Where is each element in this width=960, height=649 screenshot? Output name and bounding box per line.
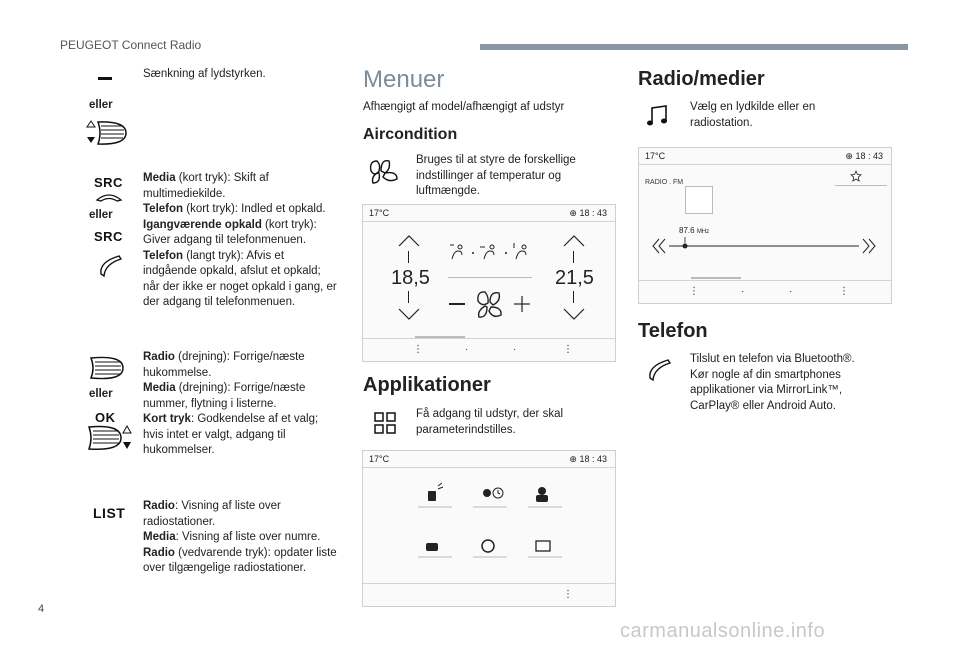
dot-icon: · (741, 286, 745, 297)
src-label: SRC (94, 229, 123, 244)
header-bar (480, 44, 908, 50)
radio-media-description: Vælg en lydkilde eller en radiostation. (690, 101, 816, 129)
divider (835, 185, 887, 186)
left-temp-down-icon[interactable] (398, 308, 420, 320)
eller-label: eller (89, 99, 113, 111)
apps-screen (362, 450, 616, 607)
radio-screen (638, 147, 892, 304)
phone-handset-icon (646, 356, 672, 382)
screen-footer (363, 583, 615, 606)
fan-icon (367, 157, 403, 185)
radio-media-title: Radio/medier (638, 68, 765, 90)
telephone-title: Telefon (638, 320, 708, 342)
list-label: LIST (93, 505, 126, 521)
menu-dots-icon[interactable]: ⋮ (563, 344, 573, 355)
page-number: 4 (38, 603, 45, 615)
left-temp-up-icon[interactable] (398, 235, 420, 247)
temperature-readout: 17°C (645, 151, 666, 161)
minus-icon (98, 77, 112, 80)
dot-icon: · (789, 286, 793, 297)
favorite-star-icon[interactable] (850, 170, 862, 182)
right-temp-up-icon[interactable] (563, 235, 585, 247)
dot-icon: · (465, 344, 469, 355)
station-artwork (685, 186, 713, 214)
apps-icon-grid[interactable] (418, 481, 568, 561)
screen-footer (363, 338, 615, 361)
ok-label: OK (95, 410, 116, 425)
tick (408, 251, 409, 263)
eller-label: eller (89, 388, 113, 400)
radio-wheel-description: Radio (drejning): Forrige/næste hukommelse. Media (drejning): Forrige/næste nummer, flytning i listerne. Kort tryk: Godkendelse af et valg; hvis intet er valgt, adgang til hukommelser. (143, 351, 319, 456)
music-note-icon (646, 105, 670, 127)
media-src-description: Media (kort tryk): Skift af multimediekilde. Telefon (kort tryk): Indled et opkald. Igangværende opkald (kort tryk): Giver adgang til telefonmenuen. Telefon (langt tryk): Afvis et indgående opkald, afslut et opkald; når der ikke er noget opkald i gang, er der adgang til telefonmenuen. (143, 172, 337, 308)
menu-dots-icon[interactable]: ⋮ (413, 344, 423, 355)
menu-dots-icon[interactable]: ⋮ (563, 589, 573, 600)
phone-handset-icon (97, 252, 123, 278)
menu-dots-icon[interactable]: ⋮ (689, 286, 699, 297)
ok-wheel-icon (87, 424, 133, 452)
header-title: PEUGEOT Connect Radio (60, 38, 202, 52)
left-temp-value: 18,5 (391, 267, 430, 289)
scroll-wheel-icon (86, 119, 128, 147)
menus-subtitle: Afhængigt af model/afhængigt af udstyr (363, 101, 565, 113)
watermark: carmanualsonline.info (620, 620, 826, 642)
menus-title: Menuer (363, 66, 445, 93)
frequency-number: 87.6 (679, 226, 695, 235)
airflow-mode-icons[interactable] (448, 241, 538, 261)
telephone-description: Tilslut en telefon via Bluetooth®. Kør nogle af din smartphones applikationer via MirrorLink™, CarPlay® eller Android Auto. (690, 353, 855, 412)
fan-increase-icon[interactable] (513, 295, 531, 313)
radio-wheel-icon (89, 355, 127, 381)
right-temp-down-icon[interactable] (563, 308, 585, 320)
dot-icon: · (513, 344, 517, 355)
clock-readout: ⊕ 18 : 43 (569, 208, 607, 218)
radio-source-label: RADIO . FM (645, 179, 684, 186)
phone-hangup-icon (95, 192, 123, 202)
screen-footer (639, 280, 891, 303)
tick (573, 251, 574, 263)
status-bar (363, 205, 615, 222)
volume-down-text: Sænkning af lydstyrken. (143, 68, 266, 80)
tick (573, 291, 574, 303)
apps-grid-icon (374, 412, 396, 434)
temperature-readout: 17°C (369, 208, 390, 218)
clock-readout: ⊕ 18 : 43 (569, 454, 607, 464)
list-description: Radio: Visning af liste over radiostationer. Media: Visning af liste over numre. Radio (vedvarende tryk): opdater liste over tilgængelige radiostationer. (143, 500, 337, 574)
menu-dots-icon[interactable]: ⋮ (839, 286, 849, 297)
fan-speed-icon (475, 289, 503, 321)
right-temp-value: 21,5 (555, 267, 594, 289)
divider (448, 277, 532, 278)
aircon-description: Bruges til at styre de forskellige indstillinger af temperatur og luftmængde. (416, 154, 576, 197)
src-label: SRC (94, 175, 123, 190)
applications-title: Applikationer (363, 374, 491, 396)
fan-decrease-icon[interactable] (449, 303, 465, 305)
tuning-bar[interactable] (651, 233, 879, 263)
status-bar (363, 451, 615, 468)
temperature-readout: 17°C (369, 454, 390, 464)
tick (408, 291, 409, 303)
applications-description: Få adgang til udstyr, der skal parameterindstilles. (416, 408, 564, 436)
page-indicator (691, 277, 741, 279)
status-bar (639, 148, 891, 165)
eller-label: eller (89, 209, 113, 221)
aircon-screen (362, 204, 616, 362)
frequency-unit: MHz (696, 229, 710, 235)
aircon-title: Aircondition (363, 126, 458, 143)
clock-readout: ⊕ 18 : 43 (845, 151, 883, 161)
